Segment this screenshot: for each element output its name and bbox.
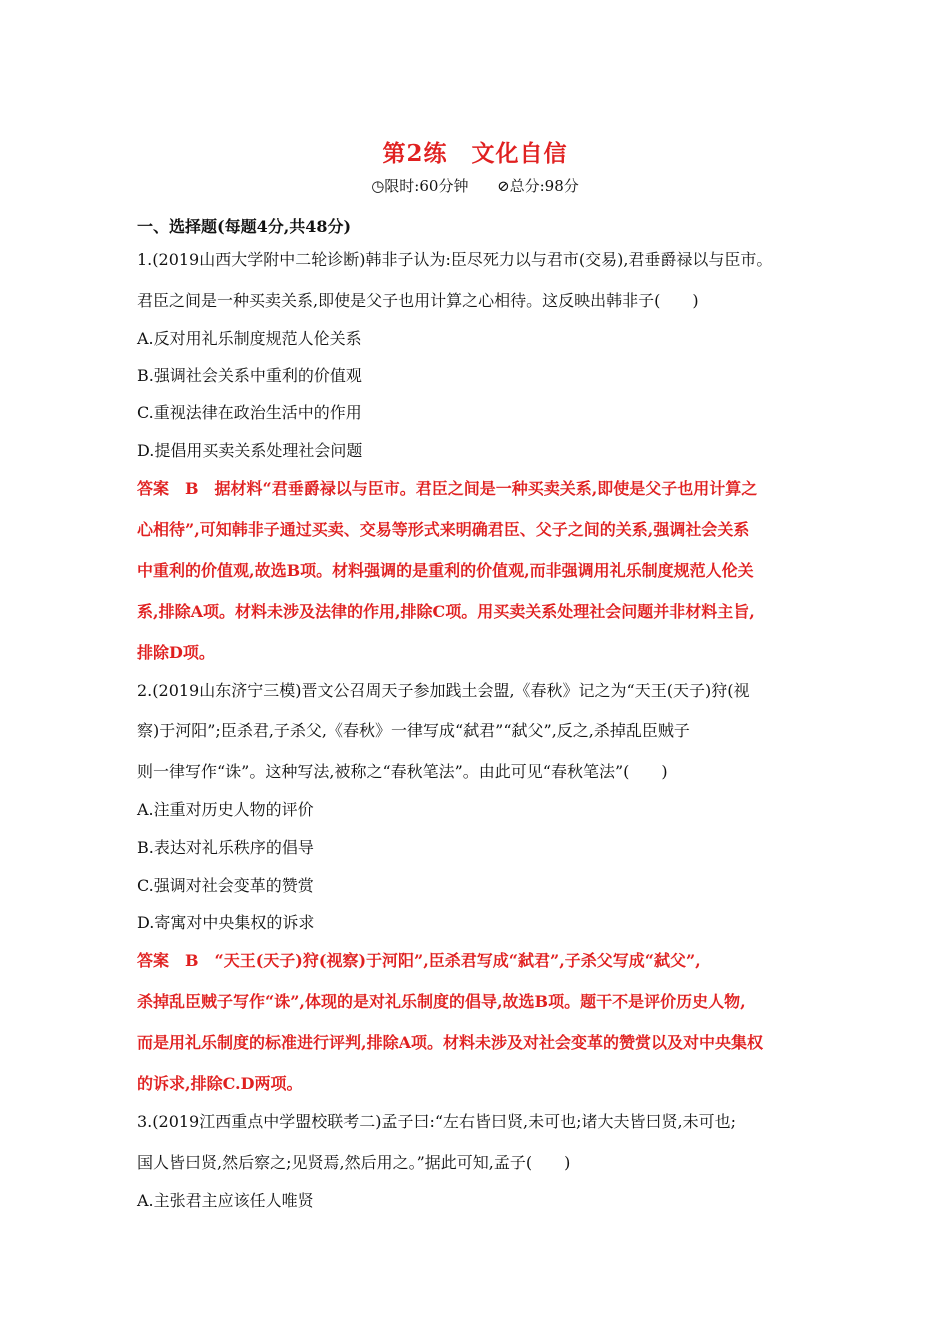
section-heading: 一、选择题(每题4分,共48分): [137, 217, 352, 236]
question-stem-line: 2.(2019山东济宁三模)晋文公召周天子参加践土会盟,《春秋》记之为“天王(天子)狩(视: [137, 681, 750, 700]
answer-line: 而是用礼乐制度的标准进行评判,排除A项。材料未涉及对社会变革的赞赏以及对中央集权: [137, 1033, 763, 1052]
exam-meta: [0, 175, 950, 196]
option-a: A.主张君主应该任人唯贤: [137, 1191, 314, 1210]
time-limit: ◷限时:60分钟: [371, 177, 469, 195]
option-b: B.表达对礼乐秩序的倡导: [137, 838, 314, 857]
answer-line: 排除D项。: [137, 643, 215, 662]
answer-line: 系,排除A项。材料未涉及法律的作用,排除C项。用买卖关系处理社会问题并非材料主旨,: [137, 602, 755, 621]
option-a: A.注重对历史人物的评价: [137, 800, 314, 819]
option-b: B.强调社会关系中重利的价值观: [137, 366, 362, 385]
page-title: 第2练 文化自信: [382, 140, 568, 167]
answer-line: 答案 B 据材料“君垂爵禄以与臣市。君臣之间是一种买卖关系,即使是父子也用计算之: [137, 479, 758, 498]
question-stem-line: 察)于河阳”;臣杀君,子杀父,《春秋》一律写成“弑君”“弑父”,反之,杀掉乱臣贼子: [137, 721, 690, 740]
answer-line: 中重利的价值观,故选B项。材料强调的是重利的价值观,而非强调用礼乐制度规范人伦关: [137, 561, 754, 580]
question-stem-line: 国人皆曰贤,然后察之;见贤焉,然后用之。”据此可知,孟子( ): [137, 1153, 571, 1172]
answer-line: 的诉求,排除C.D两项。: [137, 1074, 303, 1093]
question-stem-line: 则一律写作“诛”。这种写法,被称之“春秋笔法”。由此可见“春秋笔法”( ): [137, 762, 668, 781]
option-c: C.重视法律在政治生活中的作用: [137, 403, 362, 422]
question-stem-line: 3.(2019江西重点中学盟校联考二)孟子曰:“左右皆曰贤,未可也;诸大夫皆曰贤,未可也;: [137, 1112, 736, 1131]
answer-line: 杀掉乱臣贼子写作“诛”,体现的是对礼乐制度的倡导,故选B项。题干不是评价历史人物,: [137, 992, 746, 1011]
option-c: C.强调对社会变革的赞赏: [137, 876, 314, 895]
question-stem-line: 君臣之间是一种买卖关系,即使是父子也用计算之心相待。这反映出韩非子( ): [137, 291, 699, 310]
answer-line: 答案 B “天王(天子)狩(视察)于河阳”,臣杀君写成“弑君”,子杀父写成“弑父”,: [137, 951, 701, 970]
option-d: D.寄寓对中央集权的诉求: [137, 913, 315, 932]
option-d: D.提倡用买卖关系处理社会问题: [137, 441, 363, 460]
answer-line: 心相待”,可知韩非子通过买卖、交易等形式来明确君臣、父子之间的关系,强调社会关系: [137, 520, 750, 539]
question-stem-line: 1.(2019山西大学附中二轮诊断)韩非子认为:臣尽死力以与君市(交易),君垂爵禄以与臣市。: [137, 250, 773, 269]
total-score: ⊘总分:98分: [497, 177, 579, 195]
option-a: A.反对用礼乐制度规范人伦关系: [137, 329, 362, 348]
